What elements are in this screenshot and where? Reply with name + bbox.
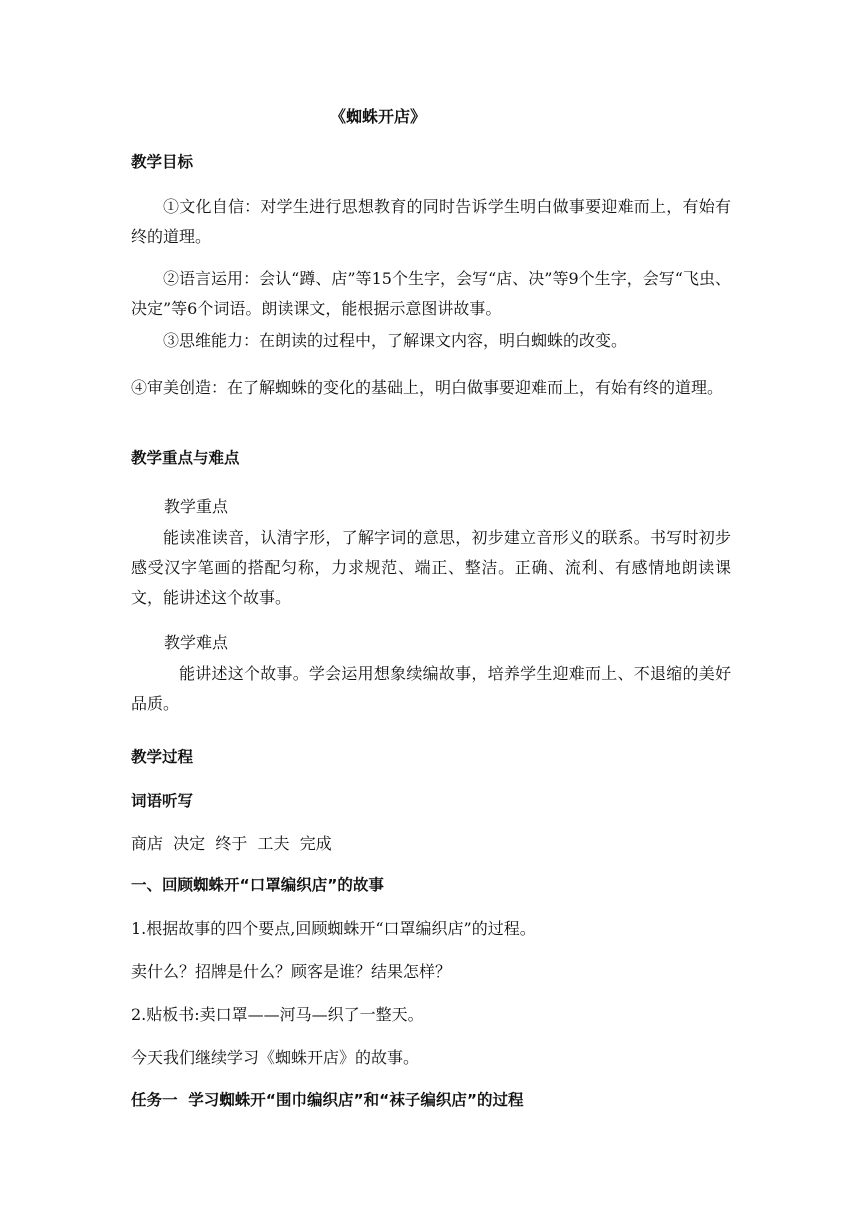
document-page: 《蜘蛛开店》 教学目标 ①文化自信：对学生进行思想教育的同时告诉学生明白做事要迎难而上，有始有终的道理。 ②语言运用：会认“蹲、店”等15个生字，会写“店、决”等9个生字，会写“飞虫、决定”等6个词语。朗读课文，能根据示意图讲故事。 ③思维能力：在朗读的过程中，了解课文内容，明白蜘蛛的改变。 ④审美创造：在了解蜘蛛的变化的基础上，明白做事要迎难而上，有始有终的道理。 教学重点与难点 教学重点 能读准读音，认清字形，了解字词的意思，初步建立音形义的联系。书写时初步感受汉字笔画的搭配匀称，力求规范、端正、整洁。正确、流利、有感情地朗读课文，能讲述这个故事。 教学难点 能讲述这个故事。学会运用想象续编故事，培养学生迎难而上、不退缩的美好品质。 教学过程 词语听写 商店 决定 终于 工夫 完成 一、回顾蜘蛛开“口罩编织店”的故事 1.根据故事的四个要点,回顾蜘蛛开“口罩编织店”的过程。 卖什么？招牌是什么？顾客是谁？结果怎样？ 2.贴板书:卖口罩——河马—织了一整天。 今天我们继续学习《蜘蛛开店》的故事。 任务一 学习蜘蛛开“围巾编织店”和“袜子编织店”的过程 bbox=[131, 107, 731, 1109]
section1-heading: 一、回顾蜘蛛开“口罩编织店”的故事 bbox=[131, 876, 384, 894]
process-heading: 教学过程 bbox=[131, 748, 194, 766]
goal-item-3: ③思维能力：在朗读的过程中，了解课文内容，明白蜘蛛的改变。 bbox=[163, 331, 628, 350]
focus-text: 能读准读音，认清字形，了解字词的意思，初步建立音形义的联系。书写时初步感受汉字笔画的搭配匀称，力求规范、端正、整洁。正确、流利、有感情地朗读课文，能讲述这个故事。 bbox=[131, 528, 731, 607]
process-line-3: 2.贴板书:卖口罩——河马—织了一整天。 bbox=[131, 1005, 424, 1024]
difficulty-text: 能讲述这个故事。学会运用想象续编故事，培养学生迎难而上、不退缩的美好品质。 bbox=[131, 664, 731, 713]
dictation-heading: 词语听写 bbox=[131, 792, 194, 810]
difficulty-label: 教学难点 bbox=[164, 633, 229, 652]
process-line-1: 1.根据故事的四个要点,回顾蜘蛛开“口罩编织店”的过程。 bbox=[131, 919, 536, 938]
dictation-words: 商店 决定 终于 工夫 完成 bbox=[131, 834, 332, 853]
goal-item-2: ②语言运用：会认“蹲、店”等15个生字，会写“店、决”等9个生字，会写“飞虫、决定”等6个词语。朗读课文，能根据示意图讲故事。 bbox=[131, 269, 731, 318]
task1-heading: 任务一 学习蜘蛛开“围巾编织店”和“袜子编织店”的过程 bbox=[131, 1091, 524, 1109]
goals-heading: 教学目标 bbox=[131, 153, 194, 171]
key-heading: 教学重点与难点 bbox=[131, 449, 240, 467]
focus-label: 教学重点 bbox=[164, 497, 229, 516]
goal-item-4: ④审美创造：在了解蜘蛛的变化的基础上，明白做事要迎难而上，有始有终的道理。 bbox=[131, 378, 724, 397]
process-line-4: 今天我们继续学习《蜘蛛开店》的故事。 bbox=[131, 1048, 420, 1067]
goal-item-1: ①文化自信：对学生进行思想教育的同时告诉学生明白做事要迎难而上，有始有终的道理。 bbox=[131, 197, 731, 246]
process-line-2: 卖什么？招牌是什么？顾客是谁？结果怎样？ bbox=[131, 962, 452, 981]
